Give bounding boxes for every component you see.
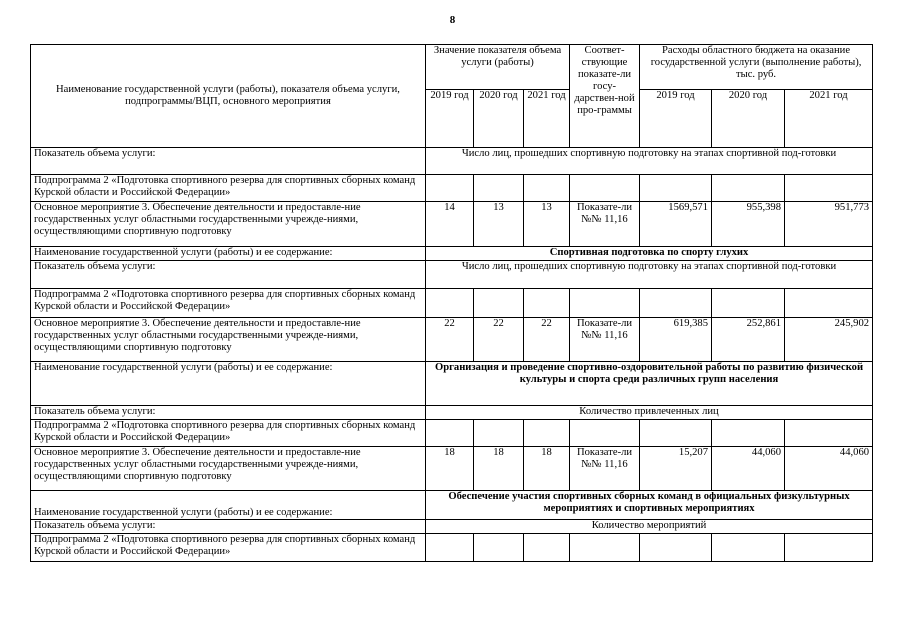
service-name: Обеспечение участия спортивных сборных команд в официальных физкультурных мероприятиях и спортивных мероприятиях — [426, 491, 873, 520]
volume-value: 22 — [524, 318, 570, 362]
table-row — [31, 175, 873, 202]
volume-value: 18 — [524, 447, 570, 491]
table-row — [31, 420, 873, 447]
table-row — [31, 247, 873, 261]
row-label: Показатель объема услуги: — [31, 406, 426, 420]
row-label: Основное мероприятие 3. Обеспечение деятельности и предоставле-ние государственных услуг областными государственными учрежде-ниями, осуществляющими спортивную подготовку — [31, 447, 426, 491]
row-label: Показатель объема услуги: — [31, 261, 426, 289]
service-name: Спортивная подготовка по спорту глухих — [426, 247, 873, 261]
row-label: Подпрограмма 2 «Подготовка спортивного резерва для спортивных сборных команд Курской области и Российской Федерации» — [31, 289, 426, 318]
header-year: 2021 год — [524, 90, 570, 148]
volume-value: 14 — [426, 202, 474, 247]
table-row — [31, 318, 873, 362]
table-row — [31, 289, 873, 318]
row-value: Число лиц, прошедших спортивную подготовку на этапах спортивной под-готовки — [426, 148, 873, 175]
indicator-ref: Показате-ли №№ 11,16 — [570, 318, 640, 362]
volume-value: 13 — [524, 202, 570, 247]
table-row — [31, 534, 873, 562]
row-label: Подпрограмма 2 «Подготовка спортивного резерва для спортивных сборных команд Курской области и Российской Федерации» — [31, 175, 426, 202]
volume-value: 22 — [426, 318, 474, 362]
header-row-1 — [31, 45, 873, 90]
header-corresponding-col: Соответ-ствующие показате-ли госу-дарствен-ной про-граммы — [570, 45, 640, 148]
row-label: Наименование государственной услуги (работы) и ее содержание: — [31, 247, 426, 261]
services-table — [30, 44, 873, 562]
header-year: 2021 год — [785, 90, 873, 148]
row-value: Количество привлеченных лиц — [426, 406, 873, 420]
page-number: 8 — [449, 14, 456, 26]
header-expense-group: Расходы областного бюджета на оказание государственной услуги (выполнение работы), тыс. руб. — [640, 45, 873, 90]
volume-value: 18 — [474, 447, 524, 491]
header-year: 2020 год — [474, 90, 524, 148]
header-name-col: Наименование государственной услуги (работы), показателя объема услуги, подпрограммы/ВЦП, основного мероприятия — [31, 45, 426, 148]
expense-value: 245,902 — [785, 318, 873, 362]
table-row — [31, 406, 873, 420]
row-label: Наименование государственной услуги (работы) и ее содержание: — [31, 491, 426, 520]
expense-value: 955,398 — [712, 202, 785, 247]
row-label: Основное мероприятие 3. Обеспечение деятельности и предоставле-ние государственных услуг областными государственными учрежде-ниями, осуществляющими спортивную подготовку — [31, 202, 426, 247]
header-year: 2019 год — [426, 90, 474, 148]
expense-value: 44,060 — [785, 447, 873, 491]
expense-value: 951,773 — [785, 202, 873, 247]
expense-value: 1569,571 — [640, 202, 712, 247]
table-row — [31, 491, 873, 520]
indicator-ref: Показате-ли №№ 11,16 — [570, 202, 640, 247]
row-label: Наименование государственной услуги (работы) и ее содержание: — [31, 362, 426, 406]
volume-value: 13 — [474, 202, 524, 247]
row-label: Подпрограмма 2 «Подготовка спортивного резерва для спортивных сборных команд Курской области и Российской Федерации» — [31, 420, 426, 447]
table-row — [31, 520, 873, 534]
table-row — [31, 362, 873, 406]
volume-value: 18 — [426, 447, 474, 491]
header-year: 2019 год — [640, 90, 712, 148]
expense-value: 619,385 — [640, 318, 712, 362]
row-label: Показатель объема услуги: — [31, 148, 426, 175]
table-row — [31, 447, 873, 491]
table-row — [31, 202, 873, 247]
row-value: Число лиц, прошедших спортивную подготовку на этапах спортивной под-готовки — [426, 261, 873, 289]
row-value: Количество мероприятий — [426, 520, 873, 534]
row-label: Показатель объема услуги: — [31, 520, 426, 534]
expense-value: 252,861 — [712, 318, 785, 362]
header-volume-group: Значение показателя объема услуги (работы) — [426, 45, 570, 90]
header-year: 2020 год — [712, 90, 785, 148]
table-row — [31, 148, 873, 175]
service-name: Организация и проведение спортивно-оздоровительной работы по развитию физической культуры и спорта среди различных групп населения — [426, 362, 873, 406]
volume-value: 22 — [474, 318, 524, 362]
indicator-ref: Показате-ли №№ 11,16 — [570, 447, 640, 491]
row-label: Основное мероприятие 3. Обеспечение деятельности и предоставле-ние государственных услуг областными государственными учрежде-ниями, осуществляющими спортивную подготовку — [31, 318, 426, 362]
expense-value: 44,060 — [712, 447, 785, 491]
row-label: Подпрограмма 2 «Подготовка спортивного резерва для спортивных сборных команд Курской области и Российской Федерации» — [31, 534, 426, 562]
expense-value: 15,207 — [640, 447, 712, 491]
table-row — [31, 261, 873, 289]
